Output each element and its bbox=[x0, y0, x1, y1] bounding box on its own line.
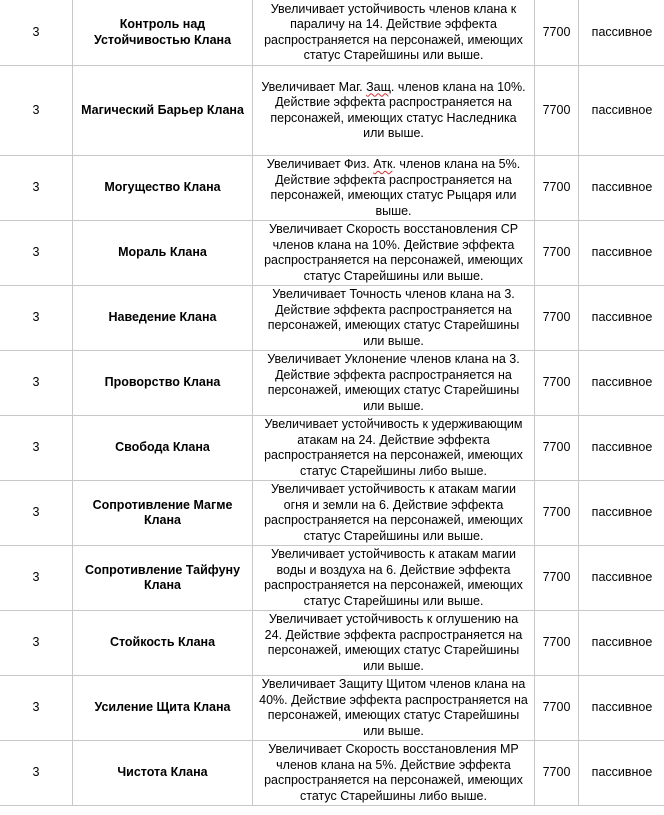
table-row bbox=[0, 286, 664, 351]
skill-name-cell: Чистота Клана bbox=[73, 741, 253, 806]
level-cell: 3 bbox=[0, 286, 73, 351]
table-row bbox=[0, 66, 664, 156]
description-cell: Увеличивает устойчивость к атакам магии воды и воздуха на 6. Действие эффекта распространяется на персонажей, имеющих статус Старейшины или выше. bbox=[253, 546, 535, 611]
description-text: Увеличивает Физ. bbox=[266, 157, 374, 171]
skill-name-cell: Усиление Щита Клана bbox=[73, 676, 253, 741]
type-cell: пассивное bbox=[579, 156, 664, 221]
description-cell: Увеличивает устойчивость к удерживающим атакам на 24. Действие эффекта распространяется на персонажей, имеющих статус Старейшины либо выше. bbox=[253, 416, 535, 481]
cost-cell: 7700 bbox=[535, 481, 579, 546]
table-row bbox=[0, 676, 664, 741]
level-cell: 3 bbox=[0, 741, 73, 806]
table-row bbox=[0, 481, 664, 546]
level-cell: 3 bbox=[0, 611, 73, 676]
description-text: . членов клана на 10%. Действие эффекта распространяется на персонажей, имеющих статус Наследника или выше. bbox=[270, 79, 526, 140]
description-cell: Увеличивает Защиту Щитом членов клана на 40%. Действие эффекта распространяется на персонажей, имеющих статус Старейшины или выше. bbox=[253, 676, 535, 741]
table-row bbox=[0, 0, 664, 66]
table-row bbox=[0, 611, 664, 676]
skill-name-cell: Свобода Клана bbox=[73, 416, 253, 481]
cost-cell: 7700 bbox=[535, 546, 579, 611]
table-row bbox=[0, 156, 664, 221]
skill-name-cell: Контроль над Устойчивостью Клана bbox=[73, 0, 253, 66]
level-cell: 3 bbox=[0, 481, 73, 546]
description-text: . членов клана на 5%. Действие эффекта распространяется на персонажей, имеющих статус Рыцаря или выше. bbox=[270, 157, 521, 218]
table-row bbox=[0, 351, 664, 416]
table-row bbox=[0, 546, 664, 611]
skill-name-cell: Сопротивление Тайфуну Клана bbox=[73, 546, 253, 611]
skill-name-cell: Проворство Клана bbox=[73, 351, 253, 416]
level-cell: 3 bbox=[0, 156, 73, 221]
description-cell: Увеличивает устойчивость к атакам магии огня и земли на 6. Действие эффекта распространяется на персонажей, имеющих статус Старейшины или выше. bbox=[253, 481, 535, 546]
level-cell: 3 bbox=[0, 546, 73, 611]
cost-cell: 7700 bbox=[535, 676, 579, 741]
level-cell: 3 bbox=[0, 351, 73, 416]
type-cell: пассивное bbox=[579, 416, 664, 481]
description-cell: Увеличивает Уклонение членов клана на 3. Действие эффекта распространяется на персонажей, имеющих статус Старейшины или выше. bbox=[253, 351, 535, 416]
skill-name-cell: Сопротивление Магме Клана bbox=[73, 481, 253, 546]
cost-cell: 7700 bbox=[535, 221, 579, 286]
description-cell: Увеличивает Точность членов клана на 3. Действие эффекта распространяется на персонажей, имеющих статус Старейшины или выше. bbox=[253, 286, 535, 351]
type-cell: пассивное bbox=[579, 351, 664, 416]
cost-cell: 7700 bbox=[535, 416, 579, 481]
type-cell: пассивное bbox=[579, 66, 664, 156]
cost-cell: 7700 bbox=[535, 351, 579, 416]
cost-cell: 7700 bbox=[535, 611, 579, 676]
level-cell: 3 bbox=[0, 676, 73, 741]
type-cell: пассивное bbox=[579, 221, 664, 286]
skill-name-cell: Магический Барьер Клана bbox=[73, 66, 253, 156]
type-cell: пассивное bbox=[579, 741, 664, 806]
table-row bbox=[0, 221, 664, 286]
level-cell: 3 bbox=[0, 0, 73, 66]
cost-cell: 7700 bbox=[535, 66, 579, 156]
type-cell: пассивное bbox=[579, 286, 664, 351]
type-cell: пассивное bbox=[579, 481, 664, 546]
cost-cell: 7700 bbox=[535, 286, 579, 351]
description-cell bbox=[253, 66, 535, 156]
type-cell: пассивное bbox=[579, 676, 664, 741]
description-cell: Увеличивает Скорость восстановления CP членов клана на 10%. Действие эффекта распространяется на персонажей, имеющих статус Старейшины или выше. bbox=[253, 221, 535, 286]
skill-name-cell: Наведение Клана bbox=[73, 286, 253, 351]
level-cell: 3 bbox=[0, 221, 73, 286]
spellcheck-marked-word: Защ bbox=[366, 79, 391, 94]
type-cell: пассивное bbox=[579, 546, 664, 611]
cost-cell: 7700 bbox=[535, 741, 579, 806]
description-text: Увеличивает Маг. bbox=[261, 79, 367, 94]
cost-cell: 7700 bbox=[535, 156, 579, 221]
cost-cell: 7700 bbox=[535, 0, 579, 66]
description-cell: Увеличивает устойчивость к оглушению на 24. Действие эффекта распространяется на персонажей, имеющих статус Старейшины или выше. bbox=[253, 611, 535, 676]
skill-name-cell: Мораль Клана bbox=[73, 221, 253, 286]
table-row bbox=[0, 741, 664, 806]
table-row bbox=[0, 416, 664, 481]
description-cell: Увеличивает Скорость восстановления MP членов клана на 5%. Действие эффекта распространяется на персонажей, имеющих статус Старейшины либо выше. bbox=[253, 741, 535, 806]
level-cell: 3 bbox=[0, 416, 73, 481]
type-cell: пассивное bbox=[579, 0, 664, 66]
skill-name-cell: Могущество Клана bbox=[73, 156, 253, 221]
type-cell: пассивное bbox=[579, 611, 664, 676]
description-cell bbox=[253, 156, 535, 221]
description-cell: Увеличивает устойчивость членов клана к параличу на 14. Действие эффекта распространяется на персонажей, имеющих статус Старейшины или выше. bbox=[253, 0, 535, 66]
skill-name-cell: Стойкость Клана bbox=[73, 611, 253, 676]
level-cell: 3 bbox=[0, 66, 73, 156]
spellcheck-marked-word: Атк bbox=[373, 157, 393, 171]
